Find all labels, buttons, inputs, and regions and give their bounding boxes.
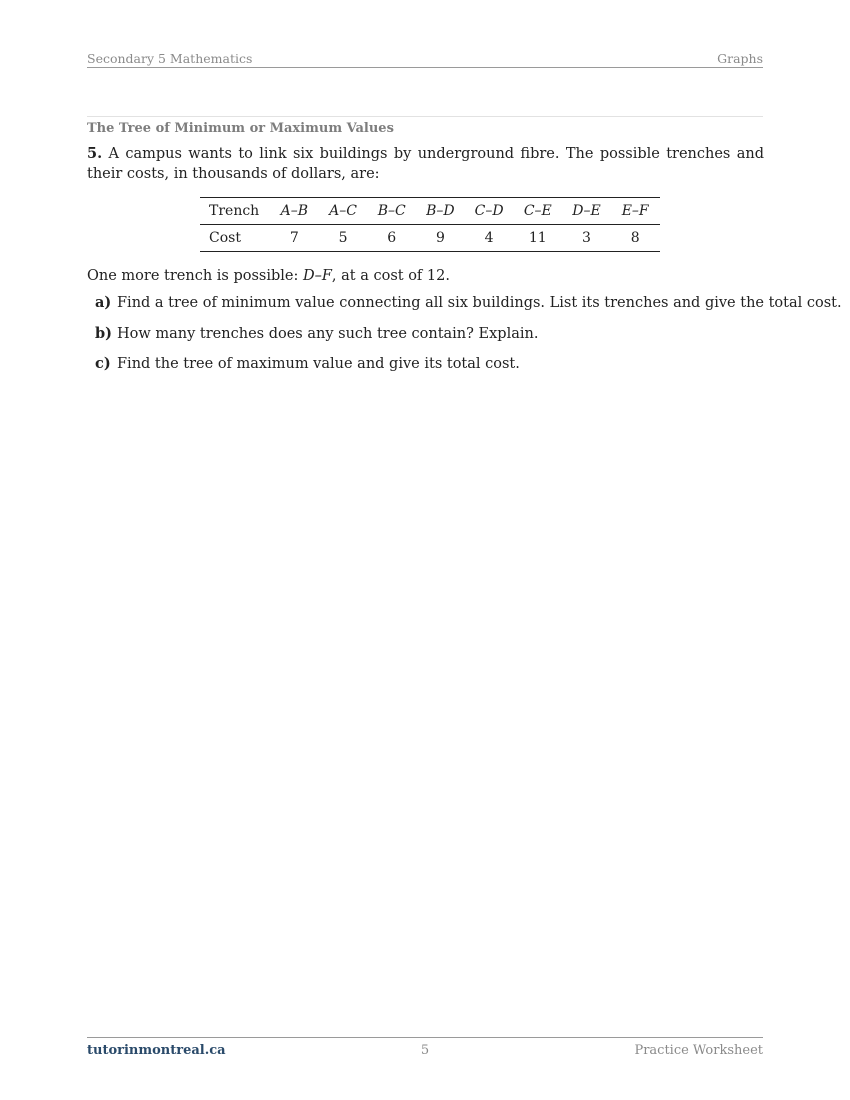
trench-cell: A–B [280,203,309,219]
trench-cell: B–C [377,203,406,219]
extra-note-prefix: One more trench is possible: [87,268,303,284]
cost-row [200,225,660,252]
trench-row [200,198,660,225]
trench-cell: B–D [426,203,455,219]
question-part-c [95,354,520,374]
question-part-b [95,324,538,344]
cost-cell: 6 [367,225,416,252]
part-text: How many trenches does any such tree contain? Explain. [117,326,539,342]
cost-cell: 7 [270,225,319,252]
part-letter: c) [95,355,111,372]
section-divider [87,116,763,117]
part-text: Find a tree of minimum value connecting all six buildings. List its trenches and give the total cost. [117,295,842,311]
cost-cell: 4 [465,225,514,252]
part-text: Find the tree of maximum value and give its total cost. [117,356,520,372]
cost-row-label: Cost [200,225,270,252]
trench-cell: C–D [474,203,504,219]
page-header [87,51,763,68]
trench-cell: E–F [621,203,649,219]
problem-number: 5. [87,145,103,162]
cost-cell: 11 [513,225,562,252]
page-footer [87,1037,763,1060]
problem-statement [87,144,764,184]
cost-cell: 5 [319,225,368,252]
section-title: The Tree of Minimum or Maximum Values [87,121,394,136]
trench-cost-table [200,197,660,252]
cost-cell: 8 [611,225,660,252]
cost-cell: 3 [562,225,611,252]
problem-text: A campus wants to link six buildings by underground fibre. The possible trenches and their costs, in thousands of dollars, are: [87,146,764,182]
trench-cell: C–E [523,203,552,219]
extra-note-suffix: , at a cost of 12. [331,268,450,284]
footer-site-link[interactable]: tutorinmontreal.ca [87,1043,226,1058]
trench-cell: D–E [572,203,601,219]
header-topic: Graphs [717,51,763,66]
part-letter: a) [95,294,112,311]
cost-cell: 9 [416,225,465,252]
trench-cell: A–C [329,203,357,219]
trench-row-label: Trench [200,198,270,225]
page-number: 5 [420,1043,430,1058]
part-letter: b) [95,325,112,342]
extra-note-trench: D–F [302,268,332,284]
header-course: Secondary 5 Mathematics [87,51,253,66]
footer-document-type: Practice Worksheet [634,1043,763,1058]
question-part-a [95,293,842,313]
extra-trench-note [87,266,450,286]
